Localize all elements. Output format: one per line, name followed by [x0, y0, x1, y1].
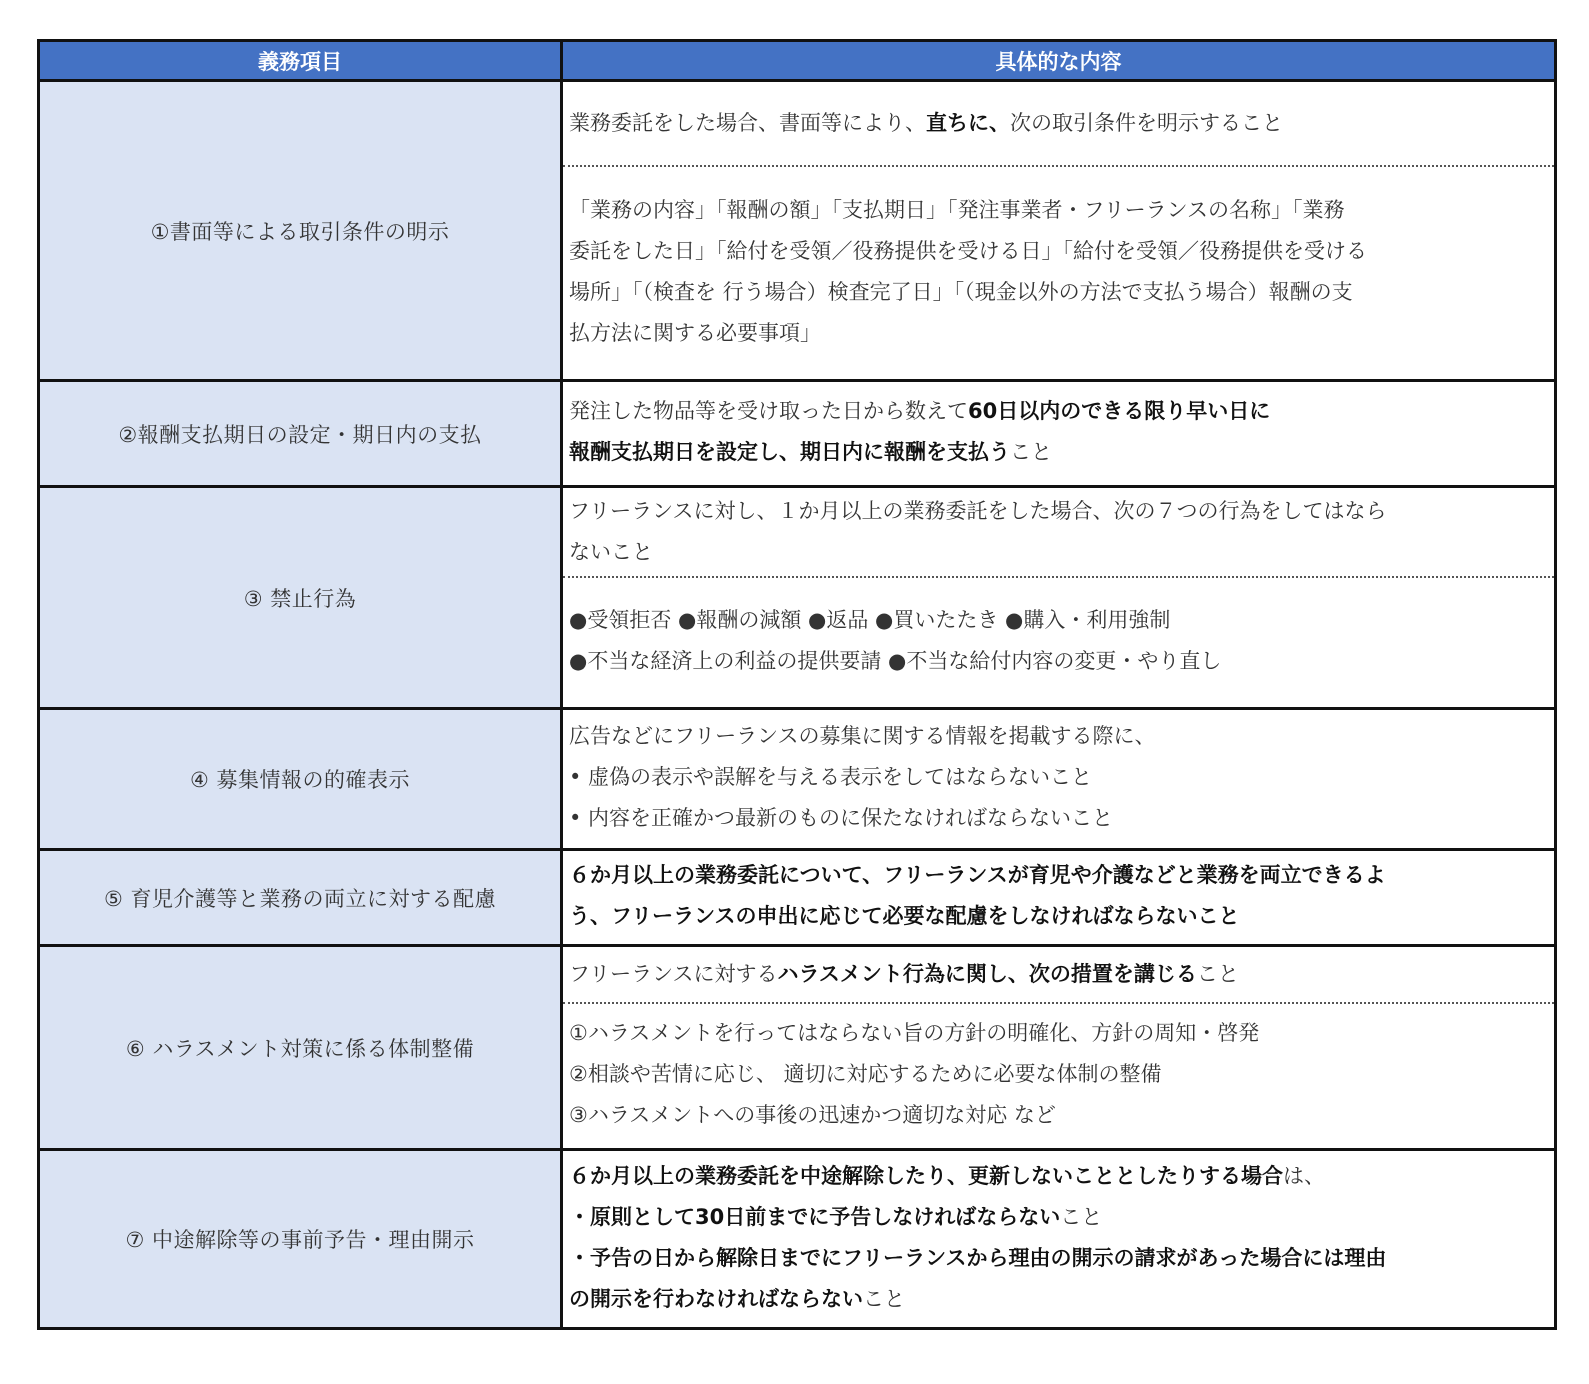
text: フリーランスに対する: [569, 962, 778, 986]
table-row: [39, 709, 1556, 850]
content-section: [563, 382, 1554, 482]
obligation-content: [562, 709, 1556, 850]
bold-text: 報酬支払期日を設定し、期日内に報酬を支払う: [569, 440, 1010, 464]
obligation-item: ②報酬支払期日の設定・期日内の支払: [39, 381, 562, 487]
table-row: [39, 850, 1556, 946]
content-line: ①ハラスメントを行ってはならない旨の方針の明確化、方針の周知・啓発: [569, 1021, 1260, 1045]
header-row: [39, 41, 1556, 81]
content-line: 場所」「（検査を 行う場合）検査完了日」「（現金以外の方法で支払う場合）報酬の支: [569, 279, 1353, 304]
text: こと: [1060, 1204, 1103, 1229]
content-line: [569, 1279, 1544, 1320]
table-row: [39, 1150, 1556, 1329]
header-item: 義務項目: [39, 41, 562, 81]
content-line: ③ハラスメントへの事後の迅速かつ適切な対応 など: [569, 1103, 1056, 1127]
content-section: [563, 82, 1554, 165]
text: は、: [1283, 1163, 1325, 1188]
content-section: [563, 1151, 1554, 1324]
content-section: [563, 488, 1554, 576]
obligation-item: ⑤ 育児介護等と業務の両立に対する配慮: [39, 850, 562, 946]
obligations-table: [37, 39, 1557, 1330]
content-line: [569, 391, 1544, 432]
bold-text: ・原則として30日前までに予告しなければならない: [569, 1204, 1061, 1229]
obligation-content: [562, 1150, 1556, 1329]
bold-text: ・予告の日から解除日までにフリーランスから理由の開示の請求があった場合には理由: [569, 1245, 1387, 1270]
text: こと: [1010, 440, 1052, 464]
content-line: ●受領拒否 ●報酬の減額 ●返品 ●買いたたき ●購入・利用強制: [569, 608, 1171, 632]
content-line: [569, 1238, 1544, 1279]
content-section: [563, 576, 1554, 704]
content-section: [563, 1002, 1554, 1145]
bold-text: 60日以内のできる限り早い日に: [968, 399, 1271, 423]
text: 発注した物品等を受け取った日から数えて: [569, 399, 968, 423]
text: 業務委託をした場合、書面等により、: [569, 111, 926, 135]
content-line: [569, 432, 1544, 473]
bold-text: ハラスメント行為に関し、次の措置を講じる: [777, 962, 1197, 986]
content-line: [569, 1197, 1544, 1238]
content-line: • 虚偽の表示や誤解を与える表示をしてはならないこと: [569, 765, 1093, 789]
obligation-item: ⑦ 中途解除等の事前予告・理由開示: [39, 1150, 562, 1329]
content-line: ●不当な経済上の利益の提供要請 ●不当な給付内容の変更・やり直し: [569, 649, 1222, 673]
content-line: 「業務の内容」「報酬の額」「支払期日」「発注事業者・フリーランスの名称」「業務: [569, 197, 1345, 222]
obligation-item: ④ 募集情報の的確表示: [39, 709, 562, 850]
text: こと: [863, 1286, 905, 1311]
bold-text: 直ちに、: [926, 111, 1010, 135]
obligation-content: [562, 487, 1556, 709]
table-row: [39, 81, 1556, 381]
content-line: [569, 1156, 1544, 1197]
bold-text: の開示を行わなければならない: [569, 1286, 863, 1311]
content-line: フリーランスに対し、１か月以上の業務委託をした場合、次の７つの行為をしてはなら: [569, 499, 1387, 523]
obligation-content: [562, 81, 1556, 381]
content-section: [563, 165, 1554, 376]
content-line: ないこと: [569, 540, 653, 564]
content-line: 委託をした日」「給付を受領／役務提供を受ける日」「給付を受領／役務提供を受ける: [569, 238, 1367, 263]
content-line: • 内容を正確かつ最新のものに保たなければならないこと: [569, 806, 1114, 830]
obligation-content: [562, 946, 1556, 1150]
bold-text: ６か月以上の業務委託を中途解除したり、更新しないこととしたりする場合: [569, 1163, 1283, 1188]
text: 次の取引条件を明示すること: [1010, 111, 1283, 135]
table-row: [39, 946, 1556, 1150]
table-row: [39, 381, 1556, 487]
obligation-item: ⑥ ハラスメント対策に係る体制整備: [39, 946, 562, 1150]
content-section: [563, 947, 1554, 1002]
obligation-item: ①書面等による取引条件の明示: [39, 81, 562, 381]
text: こと: [1196, 962, 1239, 986]
content-line: ②相談や苦情に応じ、 適切に対応するために必要な体制の整備: [569, 1062, 1162, 1086]
header-content: 具体的な内容: [562, 41, 1556, 81]
content-line: 払方法に関する必要事項」: [569, 320, 821, 345]
content-line: [569, 103, 1544, 144]
content-section: [563, 851, 1554, 941]
obligation-content: [562, 850, 1556, 946]
table-row: [39, 487, 1556, 709]
content-line: う、フリーランスの申出に応じて必要な配慮をしなければならないこと: [569, 904, 1240, 928]
content-line: 広告などにフリーランスの募集に関する情報を掲載する際に、: [569, 724, 1156, 748]
obligation-item: ③ 禁止行為: [39, 487, 562, 709]
content-line: ６か月以上の業務委託について、フリーランスが育児や介護などと業務を両立できるよ: [569, 863, 1386, 887]
content-line: [569, 954, 1544, 995]
obligation-content: [562, 381, 1556, 487]
content-section: [563, 710, 1554, 845]
